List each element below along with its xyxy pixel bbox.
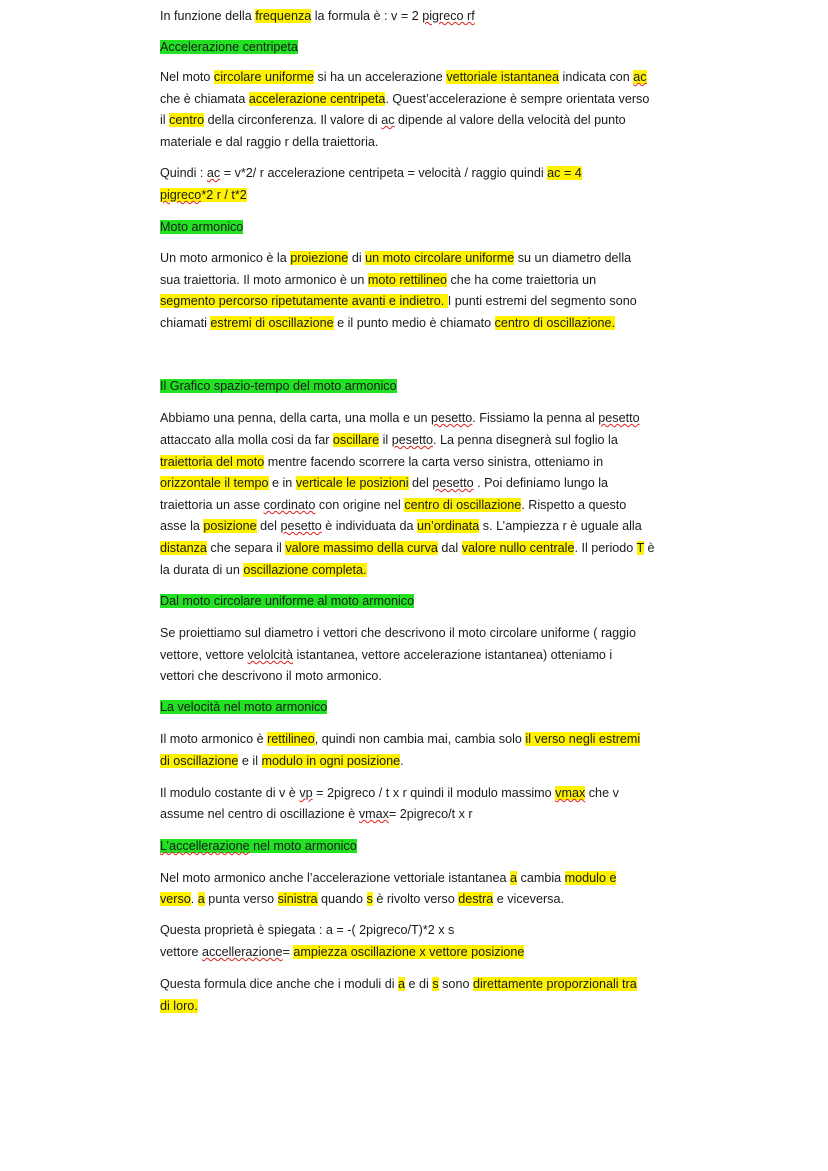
text-segment: traiettoria un asse bbox=[160, 498, 264, 512]
highlighted-text: centro di oscillazione bbox=[404, 498, 522, 512]
text-segment: che separa il bbox=[206, 541, 286, 555]
text-segment: Nel moto armonico anche l’accelerazione vettoriale istantanea bbox=[160, 871, 511, 885]
text-segment: è rivolto verso bbox=[372, 892, 459, 906]
text-segment: = v*2/ r accelerazione centripeta = velocità / raggio quindi bbox=[220, 166, 548, 180]
text-segment: , quindi non cambia mai, cambia solo bbox=[314, 732, 526, 746]
text-segment: Un moto armonico è la bbox=[160, 251, 291, 265]
text-segment: è bbox=[644, 541, 655, 555]
text-line bbox=[160, 475, 608, 491]
text-line bbox=[160, 518, 642, 534]
highlighted-text: a bbox=[510, 871, 518, 885]
text-segment: = 2pigreco/t x r bbox=[388, 807, 473, 821]
text-line bbox=[160, 699, 327, 715]
text-segment: la formula è : v = 2 bbox=[311, 9, 423, 23]
text-line bbox=[160, 731, 640, 747]
text-segment: il bbox=[379, 433, 392, 447]
text-segment: . bbox=[190, 892, 198, 906]
text-line bbox=[160, 668, 382, 684]
text-segment: Se proiettiamo sul diametro i vettori che descrivono il moto circolare uniforme ( raggio bbox=[160, 626, 636, 640]
text-segment: = bbox=[282, 945, 294, 959]
highlighted-text: vettoriale istantanea bbox=[446, 70, 560, 84]
text-segment: e il punto medio è chiamato bbox=[333, 316, 495, 330]
highlighted-text: circolare uniforme bbox=[213, 70, 314, 84]
text-line bbox=[160, 134, 378, 150]
highlighted-text: centro bbox=[169, 113, 205, 127]
text-segment: della circonferenza. Il valore di bbox=[204, 113, 382, 127]
text-segment: attaccato alla molla cosi da far bbox=[160, 433, 333, 447]
text-segment: la durata di un bbox=[160, 563, 244, 577]
highlighted-text: posizione bbox=[203, 519, 257, 533]
text-line bbox=[160, 785, 619, 801]
text-segment: s. L’ampiezza r è uguale alla bbox=[479, 519, 642, 533]
highlighted-text: segmento percorso ripetutamente avanti e indietro. bbox=[160, 294, 448, 308]
text-segment: e in bbox=[268, 476, 296, 490]
highlighted-text: verso bbox=[160, 892, 191, 906]
highlighted-text: valore massimo della curva bbox=[285, 541, 438, 555]
text-line bbox=[160, 497, 626, 513]
text-segment: è individuata da bbox=[321, 519, 417, 533]
text-segment: assume nel centro di oscillazione è bbox=[160, 807, 359, 821]
text-segment: mentre facendo scorrere la carta verso sinistra, otteniamo in bbox=[264, 455, 604, 469]
text-line bbox=[160, 647, 612, 663]
text-line bbox=[160, 944, 524, 960]
text-segment: dal bbox=[437, 541, 462, 555]
section-heading-text: L’accellerazione bbox=[160, 839, 250, 853]
text-segment: Quindi : bbox=[160, 166, 207, 180]
highlighted-text: il verso negli estremi bbox=[525, 732, 641, 746]
highlighted-text: modulo e bbox=[564, 871, 617, 885]
text-line bbox=[160, 891, 564, 907]
text-segment: pesetto bbox=[391, 433, 434, 447]
highlighted-text: destra bbox=[458, 892, 494, 906]
text-segment: accellerazione bbox=[202, 945, 283, 959]
text-line bbox=[160, 69, 647, 85]
text-line bbox=[160, 165, 582, 181]
text-line bbox=[160, 91, 649, 107]
highlighted-text: un moto circolare uniforme bbox=[365, 251, 515, 265]
highlighted-text: estremi di oscillazione bbox=[210, 316, 334, 330]
text-segment: Il moto armonico è bbox=[160, 732, 268, 746]
highlighted-text: modulo in ogni posizione bbox=[261, 754, 401, 768]
text-segment: vettore, vettore bbox=[160, 648, 248, 662]
text-line bbox=[160, 219, 243, 235]
highlighted-text: s bbox=[366, 892, 373, 906]
text-line bbox=[160, 753, 404, 769]
text-segment: . Fissiamo la penna al bbox=[472, 411, 599, 425]
text-segment: si ha un accelerazione bbox=[314, 70, 447, 84]
text-segment: vettori che descrivono il moto armonico. bbox=[160, 669, 382, 683]
text-line bbox=[160, 432, 618, 448]
highlighted-text: ac bbox=[633, 70, 647, 84]
section-heading-text: La velocità nel moto armonico bbox=[160, 700, 328, 714]
highlighted-text: a bbox=[197, 892, 205, 906]
text-segment: In funzione della bbox=[160, 9, 256, 23]
text-segment: pesetto bbox=[280, 519, 322, 533]
highlighted-text: ampiezza oscillazione x vettore posizione bbox=[293, 945, 525, 959]
text-segment: ac bbox=[381, 113, 395, 127]
text-line bbox=[160, 39, 298, 55]
highlighted-text: proiezione bbox=[290, 251, 349, 265]
text-line bbox=[160, 250, 631, 266]
highlighted-text: di oscillazione bbox=[160, 754, 239, 768]
text-line bbox=[160, 378, 397, 394]
highlighted-text: T bbox=[636, 541, 644, 555]
highlighted-text: oscillare bbox=[332, 433, 380, 447]
section-heading-text: Moto armonico bbox=[160, 220, 244, 234]
text-segment: velolcità bbox=[247, 648, 293, 662]
text-segment: il bbox=[160, 113, 170, 127]
text-segment: istantanea, vettore accelerazione istantanea) otteniamo i bbox=[293, 648, 613, 662]
text-segment: che v bbox=[585, 786, 619, 800]
text-line bbox=[160, 187, 247, 203]
text-segment: e viceversa. bbox=[493, 892, 564, 906]
highlighted-text: a bbox=[398, 977, 406, 991]
text-line bbox=[160, 976, 637, 992]
text-segment: I punti estremi del segmento sono bbox=[447, 294, 637, 308]
highlighted-text: oscillazione completa. bbox=[243, 563, 367, 577]
text-segment: pigreco rf bbox=[422, 9, 475, 23]
highlighted-text: direttamente proporzionali tra bbox=[472, 977, 637, 991]
text-segment: chiamati bbox=[160, 316, 211, 330]
text-segment: pesetto bbox=[598, 411, 640, 425]
text-line bbox=[160, 315, 615, 331]
text-line bbox=[160, 272, 596, 288]
highlighted-text: vmax bbox=[555, 786, 586, 800]
text-segment: . Rispetto a questo bbox=[521, 498, 627, 512]
text-segment: e di bbox=[405, 977, 433, 991]
text-segment: Nel moto bbox=[160, 70, 214, 84]
text-line bbox=[160, 112, 626, 128]
text-segment: quando bbox=[317, 892, 367, 906]
text-line bbox=[160, 540, 655, 556]
text-line bbox=[160, 922, 454, 938]
highlighted-text: *2 r / t*2 bbox=[201, 188, 247, 202]
highlighted-text: accelerazione centripeta bbox=[248, 92, 386, 106]
text-segment: e il bbox=[238, 754, 262, 768]
text-segment: del bbox=[408, 476, 433, 490]
text-segment: di bbox=[348, 251, 366, 265]
text-line bbox=[160, 293, 637, 309]
text-segment: punta verso bbox=[204, 892, 278, 906]
text-segment: Questa proprietà è spiegata : a = -( 2pigreco/T)*2 x s bbox=[160, 923, 455, 937]
highlighted-text: distanza bbox=[160, 541, 207, 555]
highlighted-text: verticale le posizioni bbox=[295, 476, 409, 490]
text-segment: . Quest’accelerazione è sempre orientata verso bbox=[385, 92, 650, 106]
text-segment: asse la bbox=[160, 519, 204, 533]
highlighted-text: moto rettilineo bbox=[367, 273, 448, 287]
text-line bbox=[160, 838, 357, 854]
text-line bbox=[160, 8, 475, 24]
text-segment: sua traiettoria. Il moto armonico è un bbox=[160, 273, 368, 287]
text-segment: che è chiamata bbox=[160, 92, 249, 106]
highlighted-text: un’ordinata bbox=[416, 519, 480, 533]
text-line bbox=[160, 625, 636, 641]
highlighted-text: di loro. bbox=[160, 999, 198, 1013]
text-segment: . bbox=[400, 754, 404, 768]
section-heading-text: Dal moto circolare uniforme al moto armonico bbox=[160, 594, 415, 608]
highlighted-text: traiettoria del moto bbox=[160, 455, 265, 469]
highlighted-text: centro di oscillazione. bbox=[494, 316, 616, 330]
highlighted-text: orizzontale il tempo bbox=[160, 476, 269, 490]
text-segment: cordinato bbox=[263, 498, 316, 512]
highlighted-text: pigreco bbox=[160, 188, 202, 202]
text-segment: pesetto bbox=[432, 476, 474, 490]
text-segment: ac bbox=[206, 166, 221, 180]
section-heading-text: Il Grafico spazio-tempo del moto armonico bbox=[160, 379, 397, 393]
text-segment: vp bbox=[299, 786, 313, 800]
text-segment: Il modulo costante di v è bbox=[160, 786, 300, 800]
text-line bbox=[160, 593, 414, 609]
text-line bbox=[160, 870, 616, 886]
text-line bbox=[160, 806, 473, 822]
text-segment: . Poi definiamo lungo la bbox=[473, 476, 609, 490]
highlighted-text: ac = 4 bbox=[547, 166, 582, 180]
section-heading-text: Accelerazione centripeta bbox=[160, 40, 298, 54]
text-segment: del bbox=[256, 519, 281, 533]
highlighted-text: sinistra bbox=[277, 892, 318, 906]
text-segment: vettore bbox=[160, 945, 202, 959]
highlighted-text: s bbox=[432, 977, 439, 991]
highlighted-text: frequenza bbox=[255, 9, 312, 23]
text-segment: indicata con bbox=[559, 70, 634, 84]
text-segment: . Il periodo bbox=[574, 541, 637, 555]
text-line bbox=[160, 410, 640, 426]
text-line bbox=[160, 562, 367, 578]
text-segment: dipende al valore della velocità del punto bbox=[394, 113, 626, 127]
text-segment: cambia bbox=[517, 871, 565, 885]
text-segment: sono bbox=[438, 977, 473, 991]
text-segment: su un diametro della bbox=[514, 251, 632, 265]
text-segment: . La penna disegnerà sul foglio la bbox=[433, 433, 618, 447]
highlighted-text: valore nullo centrale bbox=[461, 541, 575, 555]
text-segment: materiale e dal raggio r della traiettoria. bbox=[160, 135, 379, 149]
text-segment: Abbiamo una penna, della carta, una molla e un bbox=[160, 411, 431, 425]
text-segment: = 2pigreco / t x r quindi il modulo massimo bbox=[312, 786, 556, 800]
section-heading-text: nel moto armonico bbox=[249, 839, 357, 853]
text-line bbox=[160, 998, 198, 1014]
text-segment: vmax bbox=[358, 807, 389, 821]
text-segment: che ha come traiettoria un bbox=[447, 273, 597, 287]
text-line bbox=[160, 454, 603, 470]
highlighted-text: rettilineo bbox=[267, 732, 315, 746]
text-segment: Questa formula dice anche che i moduli di bbox=[160, 977, 399, 991]
text-segment: pesetto bbox=[430, 411, 473, 425]
text-segment: con origine nel bbox=[315, 498, 405, 512]
